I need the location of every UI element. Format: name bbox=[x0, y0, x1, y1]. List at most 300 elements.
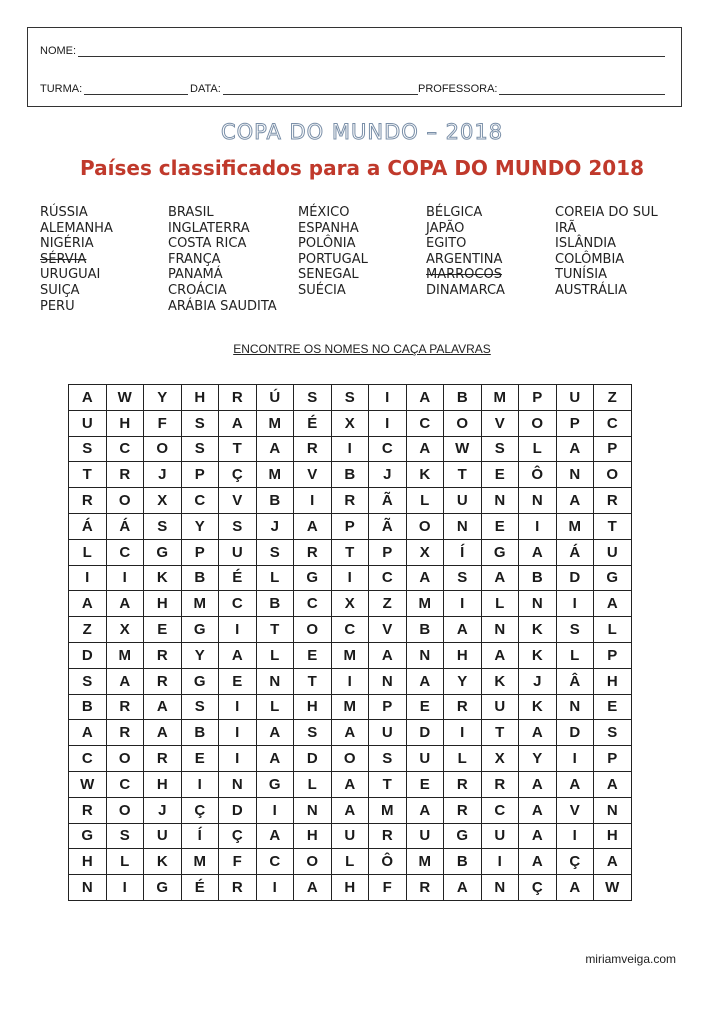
grid-cell[interactable]: A bbox=[519, 823, 557, 849]
grid-cell[interactable]: O bbox=[294, 849, 332, 875]
grid-cell[interactable]: X bbox=[331, 591, 369, 617]
grid-cell[interactable]: Z bbox=[594, 385, 632, 411]
grid-cell[interactable]: I bbox=[369, 410, 407, 436]
grid-cell[interactable]: V bbox=[219, 488, 257, 514]
grid-cell[interactable]: M bbox=[481, 385, 519, 411]
grid-cell[interactable]: R bbox=[106, 720, 144, 746]
grid-cell[interactable]: G bbox=[144, 875, 182, 901]
grid-cell[interactable]: P bbox=[181, 462, 219, 488]
grid-cell[interactable]: L bbox=[331, 849, 369, 875]
grid-cell[interactable]: J bbox=[369, 462, 407, 488]
grid-cell[interactable]: H bbox=[144, 591, 182, 617]
grid-cell[interactable]: E bbox=[594, 694, 632, 720]
grid-cell[interactable]: E bbox=[219, 668, 257, 694]
grid-cell[interactable]: A bbox=[406, 565, 444, 591]
grid-cell[interactable]: Y bbox=[181, 513, 219, 539]
grid-cell[interactable]: G bbox=[181, 617, 219, 643]
grid-cell[interactable]: S bbox=[144, 513, 182, 539]
grid-cell[interactable]: A bbox=[406, 797, 444, 823]
grid-cell[interactable]: Ã bbox=[369, 513, 407, 539]
grid-cell[interactable]: X bbox=[144, 488, 182, 514]
grid-cell[interactable]: N bbox=[444, 513, 482, 539]
grid-cell[interactable]: S bbox=[331, 385, 369, 411]
grid-cell[interactable]: V bbox=[294, 462, 332, 488]
grid-cell[interactable]: K bbox=[519, 642, 557, 668]
grid-cell[interactable]: A bbox=[519, 797, 557, 823]
grid-cell[interactable]: S bbox=[69, 436, 107, 462]
grid-cell[interactable]: C bbox=[331, 617, 369, 643]
grid-cell[interactable]: A bbox=[556, 488, 594, 514]
grid-cell[interactable]: K bbox=[481, 668, 519, 694]
grid-cell[interactable]: O bbox=[406, 513, 444, 539]
grid-cell[interactable]: U bbox=[406, 746, 444, 772]
grid-cell[interactable]: S bbox=[444, 565, 482, 591]
grid-cell[interactable]: H bbox=[69, 849, 107, 875]
grid-cell[interactable]: H bbox=[181, 385, 219, 411]
grid-cell[interactable]: B bbox=[256, 488, 294, 514]
turma-field[interactable] bbox=[40, 82, 188, 95]
grid-cell[interactable]: A bbox=[406, 385, 444, 411]
grid-cell[interactable]: S bbox=[294, 720, 332, 746]
grid-cell[interactable]: X bbox=[406, 539, 444, 565]
grid-cell[interactable]: R bbox=[144, 746, 182, 772]
grid-cell[interactable]: Â bbox=[556, 668, 594, 694]
grid-cell[interactable]: N bbox=[219, 771, 257, 797]
grid-cell[interactable]: S bbox=[181, 410, 219, 436]
grid-cell[interactable]: X bbox=[331, 410, 369, 436]
grid-cell[interactable]: M bbox=[369, 797, 407, 823]
grid-cell[interactable]: A bbox=[556, 875, 594, 901]
grid-cell[interactable]: R bbox=[219, 385, 257, 411]
grid-cell[interactable]: C bbox=[294, 591, 332, 617]
grid-cell[interactable]: A bbox=[556, 771, 594, 797]
grid-cell[interactable]: O bbox=[106, 797, 144, 823]
grid-cell[interactable]: K bbox=[519, 694, 557, 720]
grid-cell[interactable]: I bbox=[106, 875, 144, 901]
grid-cell[interactable]: S bbox=[594, 720, 632, 746]
grid-cell[interactable]: I bbox=[556, 591, 594, 617]
grid-cell[interactable]: M bbox=[256, 462, 294, 488]
grid-cell[interactable]: D bbox=[556, 720, 594, 746]
grid-cell[interactable]: N bbox=[556, 462, 594, 488]
grid-cell[interactable]: T bbox=[219, 436, 257, 462]
grid-cell[interactable]: I bbox=[369, 385, 407, 411]
grid-cell[interactable]: V bbox=[369, 617, 407, 643]
grid-cell[interactable]: U bbox=[556, 385, 594, 411]
grid-cell[interactable]: Ô bbox=[519, 462, 557, 488]
grid-cell[interactable]: Ç bbox=[519, 875, 557, 901]
grid-cell[interactable]: A bbox=[519, 771, 557, 797]
grid-cell[interactable]: X bbox=[481, 746, 519, 772]
grid-cell[interactable]: R bbox=[69, 797, 107, 823]
grid-cell[interactable]: L bbox=[481, 591, 519, 617]
grid-cell[interactable]: U bbox=[481, 694, 519, 720]
grid-cell[interactable]: R bbox=[369, 823, 407, 849]
grid-cell[interactable]: C bbox=[594, 410, 632, 436]
grid-cell[interactable]: A bbox=[219, 410, 257, 436]
grid-cell[interactable]: N bbox=[519, 591, 557, 617]
grid-cell[interactable]: S bbox=[106, 823, 144, 849]
grid-cell[interactable]: B bbox=[444, 849, 482, 875]
grid-cell[interactable]: S bbox=[556, 617, 594, 643]
grid-cell[interactable]: C bbox=[369, 436, 407, 462]
grid-cell[interactable]: P bbox=[519, 385, 557, 411]
grid-cell[interactable]: S bbox=[481, 436, 519, 462]
grid-cell[interactable]: I bbox=[256, 797, 294, 823]
grid-cell[interactable]: Í bbox=[444, 539, 482, 565]
grid-cell[interactable]: A bbox=[331, 797, 369, 823]
grid-cell[interactable]: J bbox=[144, 462, 182, 488]
grid-cell[interactable]: O bbox=[106, 488, 144, 514]
grid-cell[interactable]: É bbox=[294, 410, 332, 436]
grid-cell[interactable]: R bbox=[444, 771, 482, 797]
grid-cell[interactable]: L bbox=[256, 694, 294, 720]
grid-cell[interactable]: P bbox=[594, 642, 632, 668]
grid-cell[interactable]: G bbox=[594, 565, 632, 591]
grid-cell[interactable]: O bbox=[444, 410, 482, 436]
grid-cell[interactable]: N bbox=[406, 642, 444, 668]
grid-cell[interactable]: P bbox=[556, 410, 594, 436]
grid-cell[interactable]: U bbox=[406, 823, 444, 849]
grid-cell[interactable]: C bbox=[106, 539, 144, 565]
grid-cell[interactable]: T bbox=[294, 668, 332, 694]
grid-cell[interactable]: M bbox=[106, 642, 144, 668]
grid-cell[interactable]: O bbox=[144, 436, 182, 462]
grid-cell[interactable]: M bbox=[256, 410, 294, 436]
grid-cell[interactable]: M bbox=[181, 849, 219, 875]
grid-cell[interactable]: A bbox=[256, 436, 294, 462]
grid-cell[interactable]: A bbox=[294, 513, 332, 539]
grid-cell[interactable]: A bbox=[594, 591, 632, 617]
grid-cell[interactable]: G bbox=[481, 539, 519, 565]
grid-cell[interactable]: H bbox=[294, 694, 332, 720]
grid-cell[interactable]: H bbox=[331, 875, 369, 901]
grid-cell[interactable]: G bbox=[444, 823, 482, 849]
grid-cell[interactable]: I bbox=[331, 565, 369, 591]
grid-cell[interactable]: P bbox=[369, 694, 407, 720]
grid-cell[interactable]: Ú bbox=[256, 385, 294, 411]
grid-cell[interactable]: M bbox=[331, 642, 369, 668]
grid-cell[interactable]: Ã bbox=[369, 488, 407, 514]
grid-cell[interactable]: E bbox=[144, 617, 182, 643]
grid-cell[interactable]: A bbox=[331, 771, 369, 797]
grid-cell[interactable]: V bbox=[481, 410, 519, 436]
grid-cell[interactable]: Ç bbox=[181, 797, 219, 823]
grid-cell[interactable]: H bbox=[144, 771, 182, 797]
grid-cell[interactable]: E bbox=[406, 771, 444, 797]
grid-cell[interactable]: I bbox=[519, 513, 557, 539]
grid-cell[interactable]: B bbox=[181, 565, 219, 591]
grid-cell[interactable]: S bbox=[219, 513, 257, 539]
grid-cell[interactable]: A bbox=[556, 436, 594, 462]
grid-cell[interactable]: S bbox=[69, 668, 107, 694]
grid-cell[interactable]: L bbox=[406, 488, 444, 514]
grid-cell[interactable]: M bbox=[331, 694, 369, 720]
grid-cell[interactable]: A bbox=[106, 591, 144, 617]
grid-cell[interactable]: T bbox=[369, 771, 407, 797]
grid-cell[interactable]: G bbox=[181, 668, 219, 694]
grid-cell[interactable]: A bbox=[256, 720, 294, 746]
grid-cell[interactable]: I bbox=[331, 436, 369, 462]
grid-cell[interactable]: T bbox=[256, 617, 294, 643]
grid-cell[interactable]: A bbox=[481, 565, 519, 591]
grid-cell[interactable]: E bbox=[481, 462, 519, 488]
grid-cell[interactable]: M bbox=[181, 591, 219, 617]
grid-cell[interactable]: N bbox=[481, 488, 519, 514]
grid-cell[interactable]: R bbox=[144, 668, 182, 694]
grid-cell[interactable]: C bbox=[369, 565, 407, 591]
grid-cell[interactable]: H bbox=[106, 410, 144, 436]
grid-cell[interactable]: U bbox=[144, 823, 182, 849]
grid-cell[interactable]: S bbox=[369, 746, 407, 772]
grid-cell[interactable]: X bbox=[106, 617, 144, 643]
data-field[interactable] bbox=[190, 82, 418, 95]
grid-cell[interactable]: N bbox=[594, 797, 632, 823]
grid-cell[interactable]: Y bbox=[519, 746, 557, 772]
grid-cell[interactable]: A bbox=[144, 720, 182, 746]
grid-cell[interactable]: D bbox=[294, 746, 332, 772]
grid-cell[interactable]: M bbox=[406, 849, 444, 875]
turma-line[interactable] bbox=[84, 82, 188, 95]
grid-cell[interactable]: U bbox=[481, 823, 519, 849]
grid-cell[interactable]: R bbox=[444, 797, 482, 823]
grid-cell[interactable]: R bbox=[294, 436, 332, 462]
grid-cell[interactable]: A bbox=[331, 720, 369, 746]
grid-cell[interactable]: A bbox=[256, 823, 294, 849]
grid-cell[interactable]: N bbox=[481, 875, 519, 901]
grid-cell[interactable]: R bbox=[481, 771, 519, 797]
grid-cell[interactable]: I bbox=[219, 720, 257, 746]
grid-cell[interactable]: N bbox=[256, 668, 294, 694]
grid-cell[interactable]: A bbox=[219, 642, 257, 668]
grid-cell[interactable]: R bbox=[106, 694, 144, 720]
grid-cell[interactable]: F bbox=[144, 410, 182, 436]
grid-cell[interactable]: Ç bbox=[219, 823, 257, 849]
grid-cell[interactable]: B bbox=[519, 565, 557, 591]
grid-cell[interactable]: C bbox=[219, 591, 257, 617]
grid-cell[interactable]: T bbox=[69, 462, 107, 488]
professora-line[interactable] bbox=[499, 82, 665, 95]
grid-cell[interactable]: A bbox=[519, 720, 557, 746]
grid-cell[interactable]: L bbox=[256, 565, 294, 591]
grid-cell[interactable]: F bbox=[369, 875, 407, 901]
grid-cell[interactable]: L bbox=[294, 771, 332, 797]
grid-cell[interactable]: L bbox=[519, 436, 557, 462]
grid-cell[interactable]: A bbox=[519, 539, 557, 565]
grid-cell[interactable]: F bbox=[219, 849, 257, 875]
grid-cell[interactable]: L bbox=[556, 642, 594, 668]
grid-cell[interactable]: K bbox=[144, 565, 182, 591]
grid-cell[interactable]: S bbox=[181, 436, 219, 462]
grid-cell[interactable]: A bbox=[144, 694, 182, 720]
grid-cell[interactable]: I bbox=[219, 617, 257, 643]
grid-cell[interactable]: R bbox=[106, 462, 144, 488]
nome-line[interactable] bbox=[78, 44, 665, 57]
grid-cell[interactable]: C bbox=[256, 849, 294, 875]
grid-cell[interactable]: U bbox=[594, 539, 632, 565]
grid-cell[interactable]: A bbox=[594, 849, 632, 875]
grid-cell[interactable]: C bbox=[181, 488, 219, 514]
grid-cell[interactable]: L bbox=[69, 539, 107, 565]
grid-cell[interactable]: B bbox=[444, 385, 482, 411]
grid-cell[interactable]: P bbox=[594, 746, 632, 772]
grid-cell[interactable]: J bbox=[256, 513, 294, 539]
grid-cell[interactable]: Ç bbox=[219, 462, 257, 488]
grid-cell[interactable]: E bbox=[294, 642, 332, 668]
grid-cell[interactable]: A bbox=[444, 617, 482, 643]
grid-cell[interactable]: P bbox=[594, 436, 632, 462]
grid-cell[interactable]: L bbox=[256, 642, 294, 668]
professora-field[interactable] bbox=[418, 82, 665, 95]
grid-cell[interactable]: N bbox=[519, 488, 557, 514]
grid-cell[interactable]: G bbox=[69, 823, 107, 849]
grid-cell[interactable]: C bbox=[106, 436, 144, 462]
grid-cell[interactable]: I bbox=[181, 771, 219, 797]
grid-cell[interactable]: M bbox=[406, 591, 444, 617]
grid-cell[interactable]: I bbox=[556, 746, 594, 772]
grid-cell[interactable]: O bbox=[331, 746, 369, 772]
grid-cell[interactable]: E bbox=[181, 746, 219, 772]
grid-cell[interactable]: A bbox=[519, 849, 557, 875]
grid-cell[interactable]: S bbox=[294, 385, 332, 411]
grid-cell[interactable]: Z bbox=[369, 591, 407, 617]
grid-cell[interactable]: V bbox=[556, 797, 594, 823]
grid-cell[interactable]: L bbox=[444, 746, 482, 772]
grid-cell[interactable]: N bbox=[69, 875, 107, 901]
grid-cell[interactable]: E bbox=[481, 513, 519, 539]
grid-cell[interactable]: N bbox=[369, 668, 407, 694]
grid-cell[interactable]: A bbox=[594, 771, 632, 797]
grid-cell[interactable]: N bbox=[481, 617, 519, 643]
grid-cell[interactable]: O bbox=[519, 410, 557, 436]
grid-cell[interactable]: R bbox=[144, 642, 182, 668]
grid-cell[interactable]: R bbox=[444, 694, 482, 720]
grid-cell[interactable]: U bbox=[369, 720, 407, 746]
grid-cell[interactable]: L bbox=[594, 617, 632, 643]
grid-cell[interactable]: W bbox=[444, 436, 482, 462]
grid-cell[interactable]: H bbox=[294, 823, 332, 849]
grid-cell[interactable]: U bbox=[444, 488, 482, 514]
grid-cell[interactable]: S bbox=[181, 694, 219, 720]
grid-cell[interactable]: U bbox=[331, 823, 369, 849]
grid-cell[interactable]: G bbox=[294, 565, 332, 591]
grid-cell[interactable]: R bbox=[331, 488, 369, 514]
grid-cell[interactable]: I bbox=[331, 668, 369, 694]
grid-cell[interactable]: T bbox=[594, 513, 632, 539]
grid-cell[interactable]: I bbox=[69, 565, 107, 591]
grid-cell[interactable]: T bbox=[444, 462, 482, 488]
grid-cell[interactable]: R bbox=[406, 875, 444, 901]
grid-cell[interactable]: I bbox=[256, 875, 294, 901]
grid-cell[interactable]: É bbox=[181, 875, 219, 901]
grid-cell[interactable]: I bbox=[444, 591, 482, 617]
grid-cell[interactable]: K bbox=[519, 617, 557, 643]
grid-cell[interactable]: A bbox=[256, 746, 294, 772]
grid-cell[interactable]: N bbox=[556, 694, 594, 720]
grid-cell[interactable]: D bbox=[556, 565, 594, 591]
grid-cell[interactable]: W bbox=[594, 875, 632, 901]
grid-cell[interactable]: W bbox=[69, 771, 107, 797]
grid-cell[interactable]: B bbox=[69, 694, 107, 720]
grid-cell[interactable]: R bbox=[219, 875, 257, 901]
grid-cell[interactable]: L bbox=[106, 849, 144, 875]
grid-cell[interactable]: A bbox=[106, 668, 144, 694]
grid-cell[interactable]: D bbox=[69, 642, 107, 668]
grid-cell[interactable]: H bbox=[594, 823, 632, 849]
grid-cell[interactable]: I bbox=[294, 488, 332, 514]
grid-cell[interactable]: O bbox=[106, 746, 144, 772]
grid-cell[interactable]: I bbox=[481, 849, 519, 875]
grid-cell[interactable]: O bbox=[594, 462, 632, 488]
grid-cell[interactable]: C bbox=[481, 797, 519, 823]
grid-cell[interactable]: A bbox=[294, 875, 332, 901]
data-line[interactable] bbox=[223, 82, 418, 95]
grid-cell[interactable]: G bbox=[144, 539, 182, 565]
grid-cell[interactable]: S bbox=[256, 539, 294, 565]
grid-cell[interactable]: Z bbox=[69, 617, 107, 643]
grid-cell[interactable]: A bbox=[481, 642, 519, 668]
grid-cell[interactable]: Ô bbox=[369, 849, 407, 875]
grid-cell[interactable]: U bbox=[69, 410, 107, 436]
grid-cell[interactable]: A bbox=[369, 642, 407, 668]
grid-cell[interactable]: H bbox=[594, 668, 632, 694]
grid-cell[interactable]: G bbox=[256, 771, 294, 797]
grid-cell[interactable]: U bbox=[219, 539, 257, 565]
grid-cell[interactable]: J bbox=[144, 797, 182, 823]
grid-cell[interactable]: A bbox=[406, 436, 444, 462]
grid-cell[interactable]: C bbox=[106, 771, 144, 797]
grid-cell[interactable]: Ç bbox=[556, 849, 594, 875]
grid-cell[interactable]: I bbox=[556, 823, 594, 849]
grid-cell[interactable]: Y bbox=[181, 642, 219, 668]
grid-cell[interactable]: O bbox=[294, 617, 332, 643]
grid-cell[interactable]: A bbox=[406, 668, 444, 694]
nome-field[interactable] bbox=[40, 44, 665, 57]
grid-cell[interactable]: C bbox=[406, 410, 444, 436]
grid-cell[interactable]: B bbox=[406, 617, 444, 643]
grid-cell[interactable]: D bbox=[219, 797, 257, 823]
grid-cell[interactable]: N bbox=[294, 797, 332, 823]
grid-cell[interactable]: R bbox=[294, 539, 332, 565]
grid-cell[interactable]: Á bbox=[556, 539, 594, 565]
grid-cell[interactable]: I bbox=[219, 746, 257, 772]
grid-cell[interactable]: Y bbox=[444, 668, 482, 694]
grid-cell[interactable]: T bbox=[331, 539, 369, 565]
grid-cell[interactable]: T bbox=[481, 720, 519, 746]
grid-cell[interactable]: K bbox=[406, 462, 444, 488]
grid-cell[interactable]: P bbox=[331, 513, 369, 539]
grid-cell[interactable]: É bbox=[219, 565, 257, 591]
grid-cell[interactable]: Á bbox=[69, 513, 107, 539]
grid-cell[interactable]: A bbox=[69, 720, 107, 746]
grid-cell[interactable]: I bbox=[106, 565, 144, 591]
grid-cell[interactable]: I bbox=[219, 694, 257, 720]
grid-cell[interactable]: A bbox=[69, 385, 107, 411]
grid-cell[interactable]: J bbox=[519, 668, 557, 694]
grid-cell[interactable]: R bbox=[69, 488, 107, 514]
grid-cell[interactable]: C bbox=[69, 746, 107, 772]
grid-cell[interactable]: B bbox=[256, 591, 294, 617]
grid-cell[interactable]: P bbox=[181, 539, 219, 565]
grid-cell[interactable]: K bbox=[144, 849, 182, 875]
grid-cell[interactable]: M bbox=[556, 513, 594, 539]
grid-cell[interactable]: I bbox=[444, 720, 482, 746]
grid-cell[interactable]: H bbox=[444, 642, 482, 668]
grid-cell[interactable]: R bbox=[594, 488, 632, 514]
grid-cell[interactable]: W bbox=[106, 385, 144, 411]
grid-cell[interactable]: Í bbox=[181, 823, 219, 849]
grid-cell[interactable]: P bbox=[369, 539, 407, 565]
